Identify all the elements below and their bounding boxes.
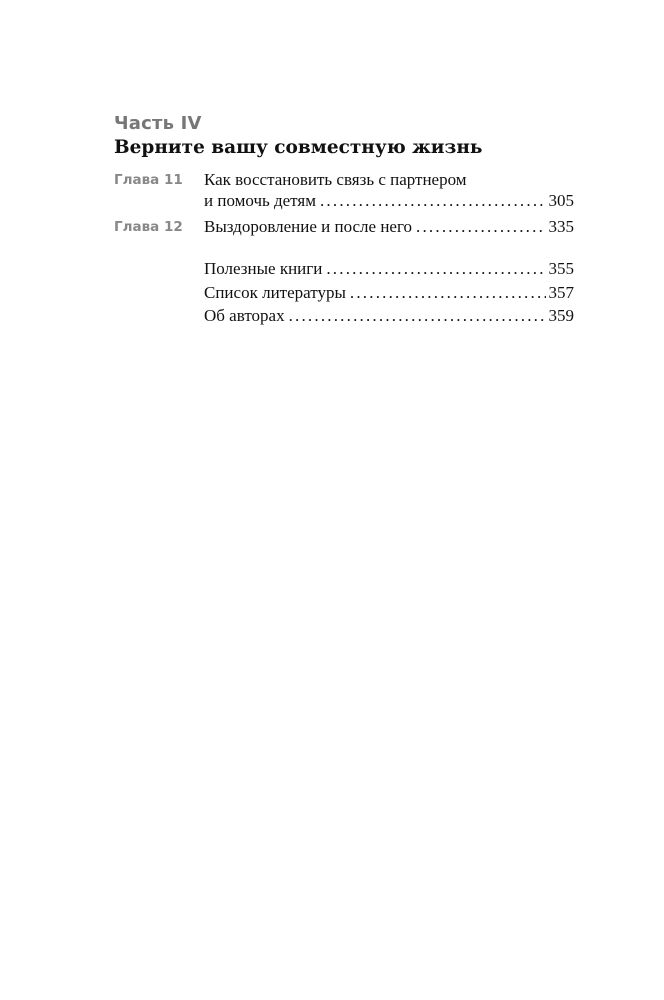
chapter-entry [204,216,574,237]
entry-title: Об авторах [204,306,285,325]
page-number: 355 [548,259,574,278]
leader-dots [350,282,546,303]
back-matter-entry [204,282,574,303]
entry-title: Полезные книги [204,259,323,278]
chapter-title: Выздоровление и после него [204,217,413,236]
part-title: Верните вашу совместную жизнь [114,137,483,158]
page-number: 359 [548,306,574,325]
leader-dots [320,190,546,211]
part-label: Часть IV [114,113,202,134]
leader-dots [326,258,545,279]
chapter-entry [204,169,574,211]
chapter-title: Как восстановить связь с партнером [204,170,467,189]
chapter-title-line-1 [204,169,574,190]
back-matter-entry [204,305,574,326]
leader-dots [289,305,546,326]
entry-title: Список литературы [204,283,346,302]
page-number: 305 [548,191,574,210]
back-matter-entry [204,258,574,279]
chapter-number: Глава 11 [114,172,183,188]
chapter-title-line-2 [204,190,574,211]
entry-line [204,282,574,303]
entry-line [204,258,574,279]
entry-line [204,305,574,326]
chapter-number: Глава 12 [114,219,183,235]
page-number: 357 [548,283,574,302]
toc-entry-chapter-12[interactable] [114,216,574,238]
page-number: 335 [548,217,574,236]
chapter-title-line [204,216,574,237]
toc-entry-about-authors[interactable] [114,305,574,327]
toc-entry-references[interactable] [114,282,574,304]
toc-entry-chapter-11[interactable] [114,169,574,213]
chapter-title-continued: и помочь детям [204,191,316,210]
leader-dots [416,216,545,237]
toc-entry-useful-books[interactable] [114,258,574,280]
